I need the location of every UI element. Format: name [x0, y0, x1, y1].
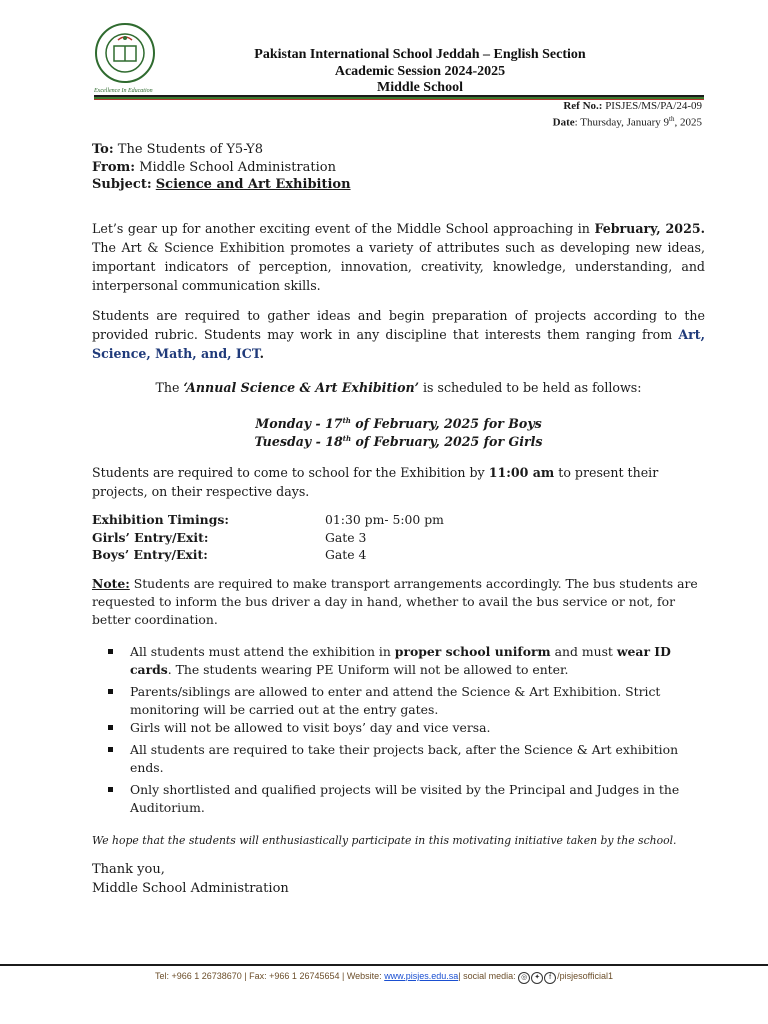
girls-gate-row: Girls’ Entry/Exit: [92, 530, 209, 545]
arrival-paragraph: Students are required to come to school for the Exhibition by 11:00 am to present their projects, on their respective days. [92, 465, 659, 499]
twitter-icon[interactable]: ✦ [531, 972, 543, 984]
website-link[interactable]: www.pisjes.edu.sa [384, 971, 459, 981]
bullet-marker [108, 787, 113, 792]
bullet-marker [108, 747, 113, 752]
school-name: Pakistan International School Jeddah – English Section [254, 47, 586, 62]
footer-fax: Fax: +966 1 26745654 [249, 971, 340, 981]
academic-session: Academic Session 2024-2025 [334, 64, 506, 79]
intro-paragraph: Let’s gear up for another exciting event of the Middle School approaching in February, 2025. The Art & Science Exhibition promotes a variety of attributes such as developing new ideas, important indicators of perception, innovation, creativity, knowledge, understanding, and interpersonal communication skills. [92, 221, 705, 293]
social-handle: /pisjesofficial1 [557, 971, 613, 981]
footer-contact: Tel: +966 1 26738670 | Fax: +966 1 26745654 | Website: www.pisjes.edu.sa| social media: ◎ ✦ f /pisjesofficial1 [0, 971, 768, 984]
school-logo [94, 22, 156, 94]
bullet-marker [108, 725, 113, 730]
thank-you: Thank you, [92, 862, 165, 877]
footer-rule [0, 964, 768, 966]
bullet-marker [108, 649, 113, 654]
memo-from: From: Middle School Administration [92, 160, 336, 175]
signoff: Middle School Administration [92, 881, 289, 896]
bullet-marker [108, 689, 113, 694]
timings-value: 01:30 pm- 5:00 pm [325, 512, 444, 527]
timings-row: Exhibition Timings: [92, 512, 229, 527]
memo-subject: Subject: Science and Art Exhibition [92, 177, 351, 192]
schedule-intro: The ‘Annual Science & Art Exhibition’ is scheduled to be held as follows: [155, 380, 642, 395]
girls-gate-value: Gate 3 [325, 530, 367, 545]
school-motto: Excellence In Education [94, 88, 153, 94]
boys-schedule: Monday - 17th of February, 2025 for Boys [255, 416, 542, 432]
section-name: Middle School [377, 80, 463, 95]
memo-to: To: The Students of Y5-Y8 [92, 142, 264, 157]
instagram-icon[interactable]: ◎ [518, 972, 530, 984]
preparation-paragraph: Students are required to gather ideas and begin preparation of projects according to the provided rubric. Students may work in any discipline that interests them ranging from Art, Science, Math, and, ICT. [92, 308, 705, 361]
boys-gate-value: Gate 4 [325, 547, 367, 562]
facebook-icon[interactable]: f [544, 972, 556, 984]
boys-gate-row: Boys’ Entry/Exit: [92, 547, 208, 562]
reference-number: Ref No.: PISJES/MS/PA/24-09 [563, 100, 702, 112]
closing-hope: We hope that the students will enthusiastically participate in this motivating initiative taken by the school. [92, 834, 677, 847]
girls-schedule: Tuesday - 18th of February, 2025 for Girls [254, 434, 543, 450]
letter-date: Date: Thursday, January 9th, 2025 [552, 115, 702, 129]
transport-note: Note: Students are required to make transport arrangements accordingly. The bus students are requested to inform the bus driver a day in hand, whether to avail the bus service or not, for better coordination. [92, 576, 698, 627]
footer-tel: Tel: +966 1 26738670 [154, 971, 242, 981]
